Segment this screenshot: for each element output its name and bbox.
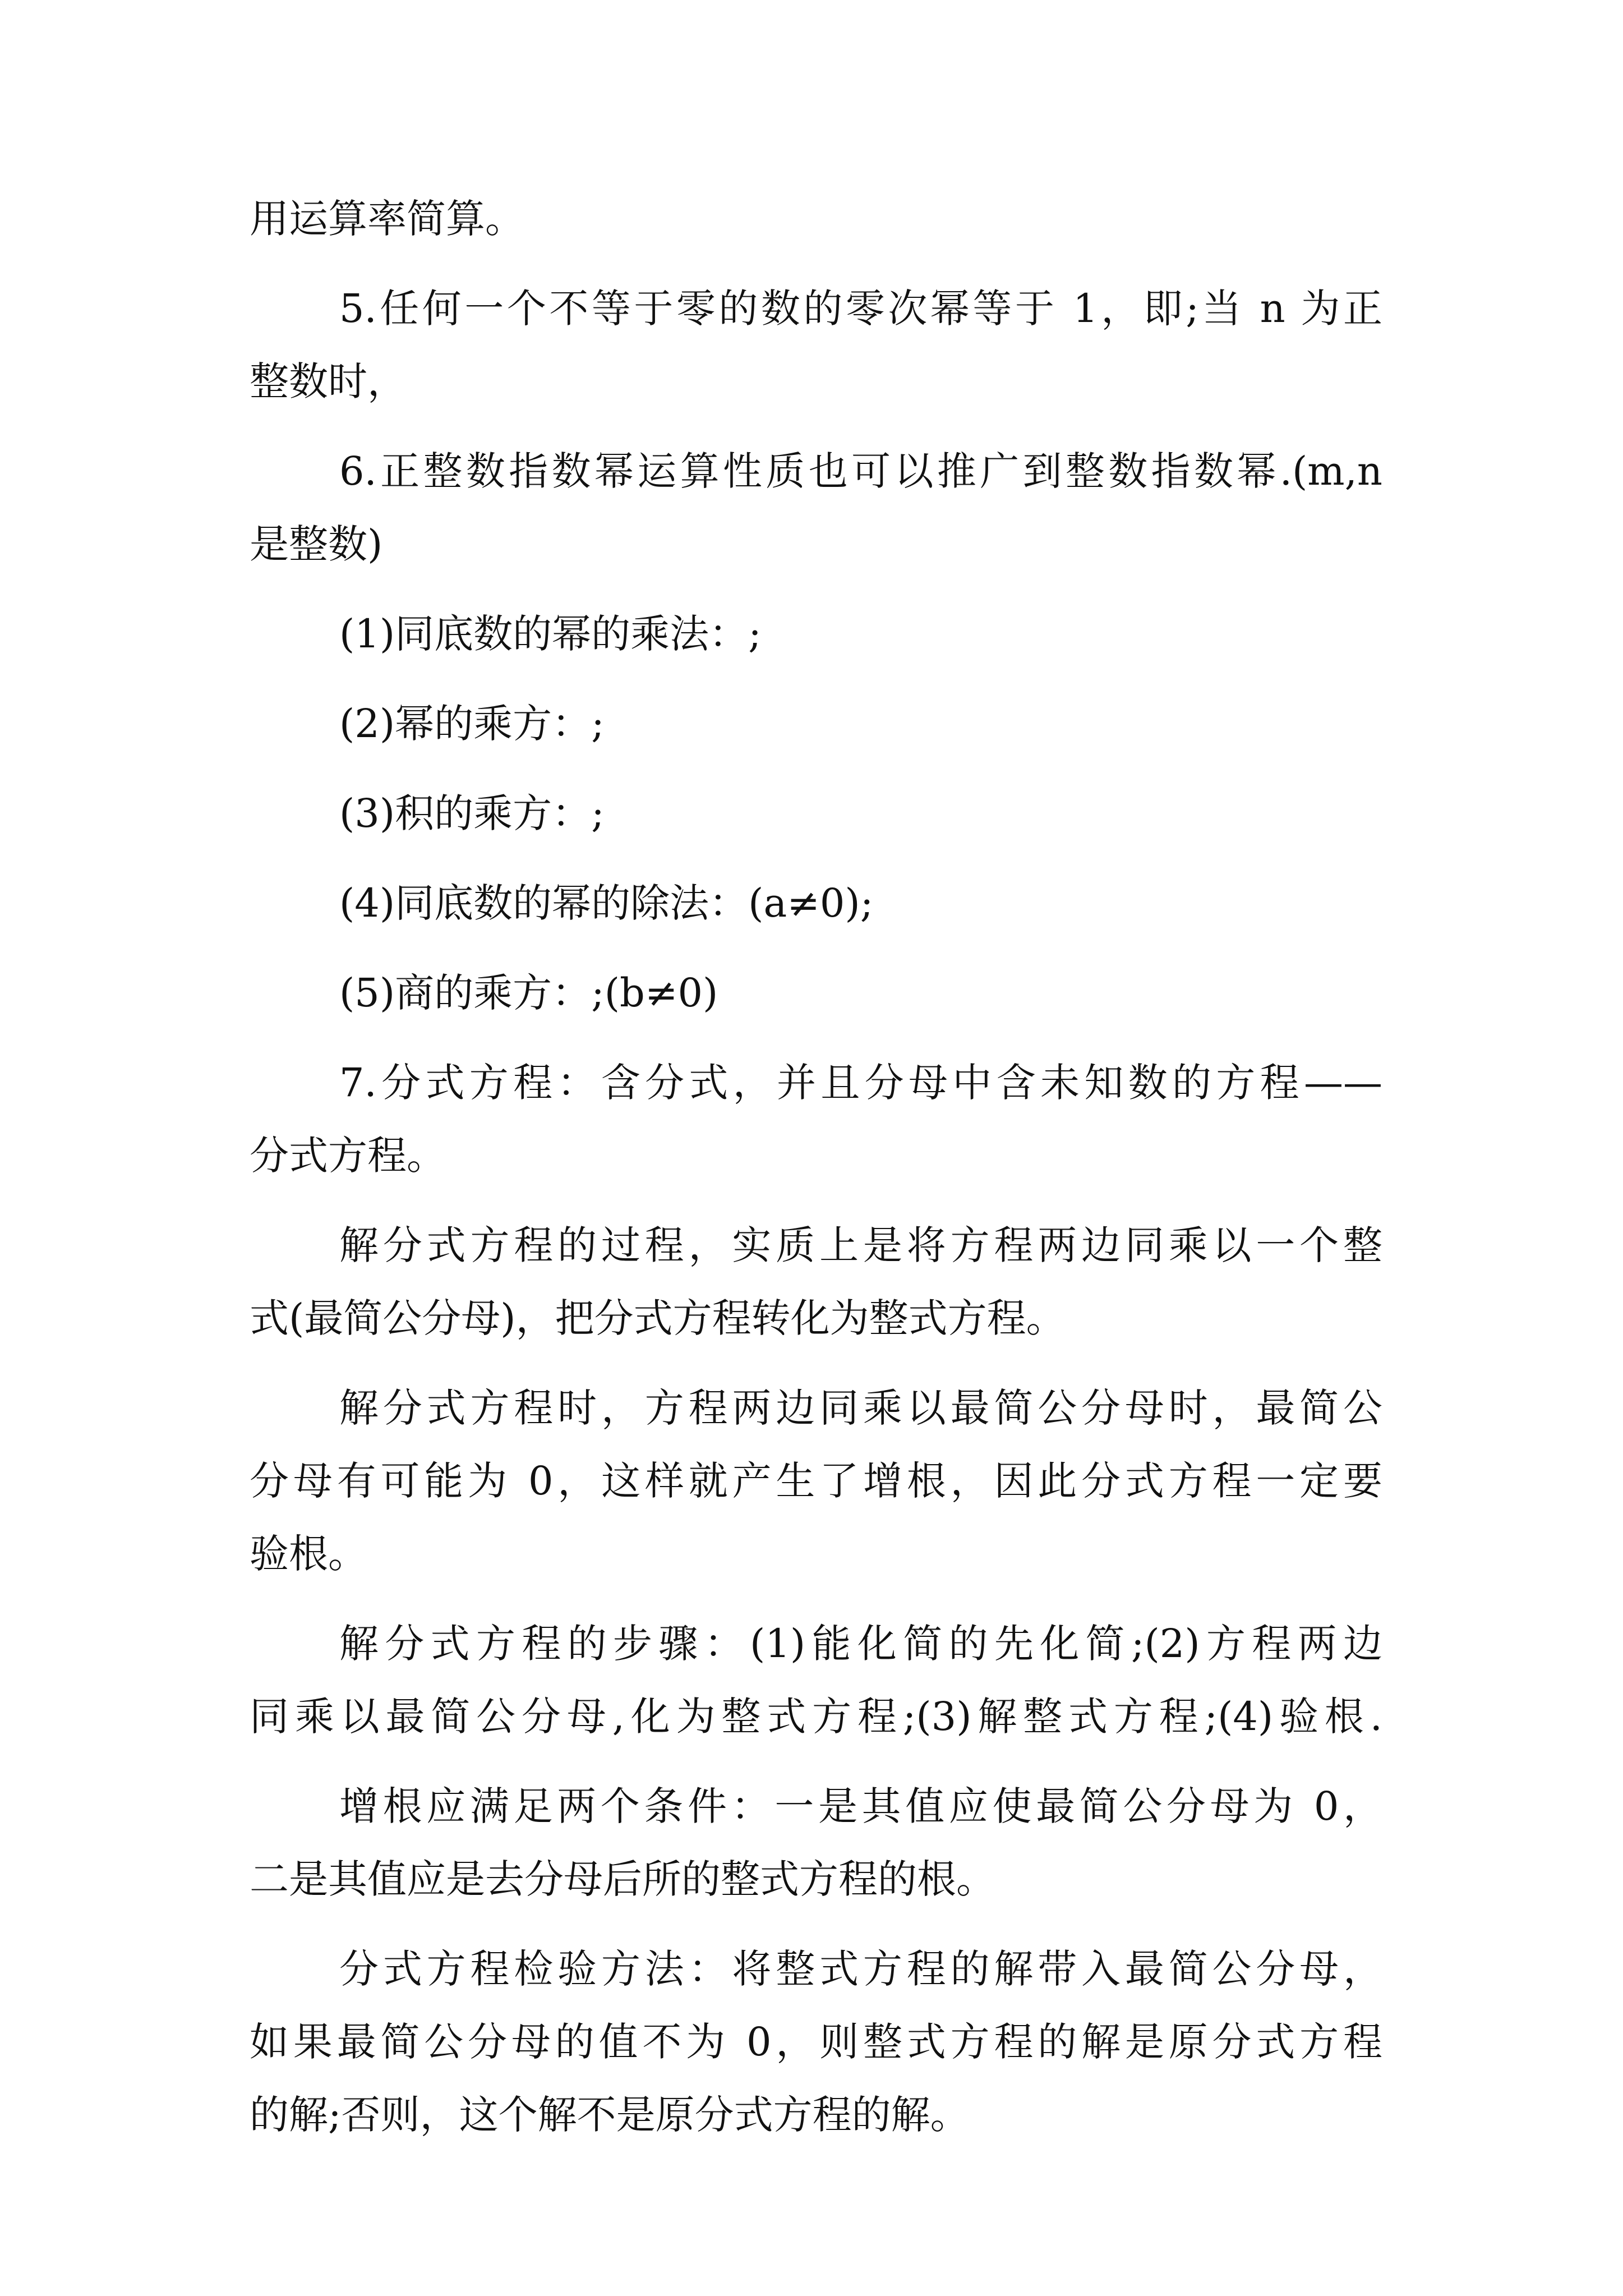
- text-line: 解分式方程的过程，实质上是将方程两边同乘以一个整: [339, 1222, 1382, 1268]
- text-line: (4)同底数的幂的除法：(a≠0);: [339, 880, 874, 926]
- text-line: 二是其值应是去分母后所的整式方程的根。: [250, 1856, 995, 1902]
- text-line: 解分式方程时，方程两边同乘以最简公分母时，最简公: [339, 1385, 1382, 1431]
- text-line: 7.分式方程：含分式，并且分母中含未知数的方程——: [339, 1060, 1382, 1106]
- text-line: 增根应满足两个条件：一是其值应使最简公分母为 0，: [339, 1783, 1382, 1829]
- text-line: 同乘以最简公分母,化为整式方程;(3)解整式方程;(4)验根.: [250, 1694, 1382, 1740]
- text-line: 的解;否则，这个解不是原分式方程的解。: [250, 2092, 970, 2138]
- text-line: (1)同底数的幂的乘法：;: [339, 611, 762, 657]
- text-line: 如果最简公分母的值不为 0，则整式方程的解是原分式方程: [250, 2019, 1382, 2065]
- text-line: 是整数): [250, 521, 383, 567]
- text-line: 式(最简公分母)，把分式方程转化为整式方程。: [250, 1295, 1066, 1341]
- text-line: 5.任何一个不等于零的数的零次幂等于 1，即;当 n 为正: [339, 286, 1382, 332]
- text-line: 验根。: [250, 1531, 367, 1577]
- text-line: 6.正整数指数幂运算性质也可以推广到整数指数幂.(m,n: [339, 448, 1382, 494]
- text-line: (2)幂的乘方：;: [339, 701, 605, 747]
- text-line: 分式方程检验方法：将整式方程的解带入最简公分母，: [339, 1946, 1382, 1992]
- text-line: (5)商的乘方：;(b≠0): [339, 970, 718, 1016]
- text-line: 用运算率简算。: [250, 196, 524, 242]
- text-line: 分式方程。: [250, 1133, 446, 1179]
- text-line: (3)积的乘方：;: [339, 790, 605, 836]
- text-line: 解分式方程的步骤：(1)能化简的先化简;(2)方程两边: [339, 1621, 1382, 1667]
- text-line: 分母有可能为 0，这样就产生了增根，因此分式方程一定要: [250, 1458, 1382, 1504]
- text-line: 整数时，: [250, 358, 407, 404]
